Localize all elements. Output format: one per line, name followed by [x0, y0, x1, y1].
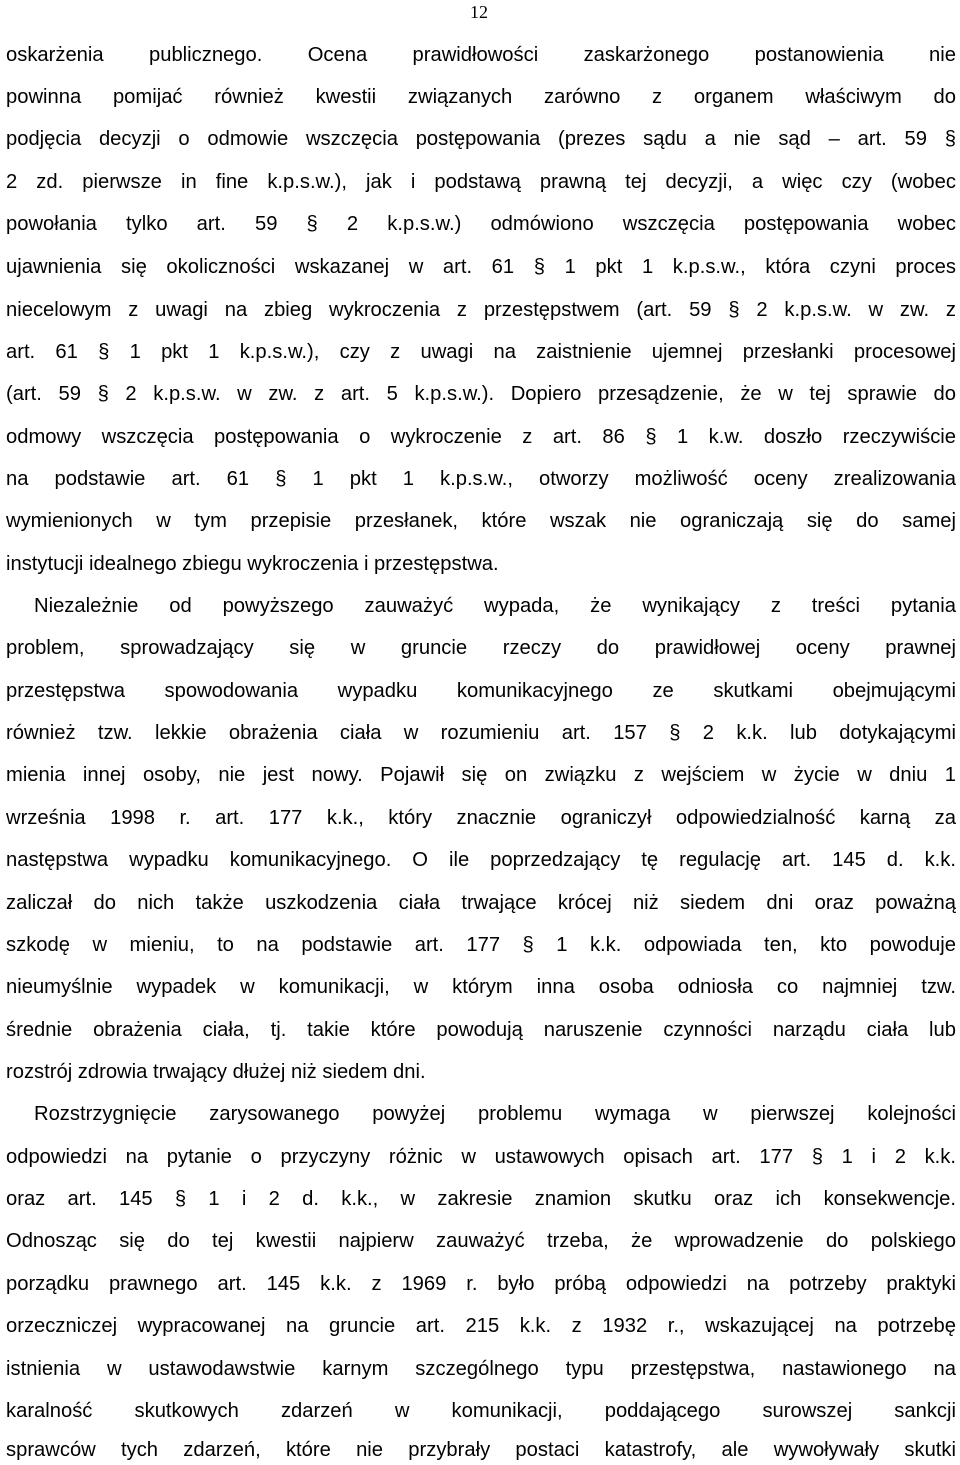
text-line: karalność skutkowych zdarzeń w komunikacji, poddającego surowszej sankcji: [6, 1400, 956, 1422]
text-line: szkodę w mieniu, to na podstawie art. 177 § 1 k.k. odpowiada ten, kto powoduje: [6, 934, 956, 956]
text-line: 2 zd. pierwsze in fine k.p.s.w.), jak i podstawą prawną tej decyzji, a więc czy (wobec: [6, 171, 956, 193]
text-line: odpowiedzi na pytanie o przyczyny różnic w ustawowych opisach art. 177 § 1 i 2 k.k.: [6, 1146, 956, 1168]
text-line: orzeczniczej wypracowanej na gruncie art. 215 k.k. z 1932 r., wskazującej na potrzebę: [6, 1315, 956, 1337]
text-line: przestępstwa spowodowania wypadku komunikacyjnego ze skutkami obejmującymi: [6, 680, 956, 702]
text-line: rozstrój zdrowia trwający dłużej niż siedem dni.: [6, 1061, 426, 1083]
text-line: Rozstrzygnięcie zarysowanego powyżej problemu wymaga w pierwszej kolejności: [34, 1103, 956, 1125]
text-line: Odnosząc się do tej kwestii najpierw zauważyć trzeba, że wprowadzenie do polskiego: [6, 1230, 956, 1252]
text-line: porządku prawnego art. 145 k.k. z 1969 r. było próbą odpowiedzi na potrzeby praktyki: [6, 1273, 956, 1295]
text-line: problem, sprowadzający się w gruncie rzeczy do prawidłowej oceny prawnej: [6, 637, 956, 659]
text-line: nieumyślnie wypadek w komunikacji, w którym inna osoba odniosła co najmniej tzw.: [6, 976, 956, 998]
text-line: art. 61 § 1 pkt 1 k.p.s.w.), czy z uwagi na zaistnienie ujemnej przesłanki procesowej: [6, 341, 956, 363]
text-line: powołania tylko art. 59 § 2 k.p.s.w.) odmówiono wszczęcia postępowania wobec: [6, 213, 956, 235]
text-line: na podstawie art. 61 § 1 pkt 1 k.p.s.w., otworzy możliwość oceny zrealizowania: [6, 468, 956, 490]
text-line: średnie obrażenia ciała, tj. takie które powodują naruszenie czynności narządu ciała lub: [6, 1019, 956, 1041]
text-line: wymienionych w tym przepisie przesłanek, które wszak nie ograniczają się do samej: [6, 510, 956, 532]
text-line: instytucji idealnego zbiegu wykroczenia i przestępstwa.: [6, 553, 499, 575]
text-line: (art. 59 § 2 k.p.s.w. w zw. z art. 5 k.p.s.w.). Dopiero przesądzenie, że w tej sprawie do: [6, 383, 956, 405]
text-line: istnienia w ustawodawstwie karnym szczególnego typu przestępstwa, nastawionego na: [6, 1358, 956, 1380]
text-line: mienia innej osoby, nie jest nowy. Pojawił się on związku z wejściem w życie w dniu 1: [6, 764, 956, 786]
text-line: Niezależnie od powyższego zauważyć wypada, że wynikający z treści pytania: [34, 595, 956, 617]
text-line: oraz art. 145 § 1 i 2 d. k.k., w zakresie znamion skutku oraz ich konsekwencje.: [6, 1188, 956, 1210]
text-line: następstwa wypadku komunikacyjnego. O ile poprzedzający tę regulację art. 145 d. k.k.: [6, 849, 956, 871]
text-line: powinna pomijać również kwestii związanych zarówno z organem właściwym do: [6, 86, 956, 108]
text-line: niecelowym z uwagi na zbieg wykroczenia z przestępstwem (art. 59 § 2 k.p.s.w. w zw. z: [6, 299, 956, 321]
text-line: sprawców tych zdarzeń, które nie przybrały postaci katastrofy, ale wywoływały skutki: [6, 1439, 956, 1461]
text-line: również tzw. lekkie obrażenia ciała w rozumieniu art. 157 § 2 k.k. lub dotykającymi: [6, 722, 956, 744]
text-line: ujawnienia się okoliczności wskazanej w art. 61 § 1 pkt 1 k.p.s.w., która czyni proces: [6, 256, 956, 278]
text-line: podjęcia decyzji o odmowie wszczęcia postępowania (prezes sądu a nie sąd – art. 59 §: [6, 128, 956, 150]
text-line: odmowy wszczęcia postępowania o wykroczenie z art. 86 § 1 k.w. doszło rzeczywiście: [6, 426, 956, 448]
text-line: zaliczał do nich także uszkodzenia ciała trwające krócej niż siedem dni oraz poważną: [6, 892, 956, 914]
page-number: 12: [470, 2, 488, 22]
text-line: oskarżenia publicznego. Ocena prawidłowości zaskarżonego postanowienia nie: [6, 44, 956, 66]
text-line: września 1998 r. art. 177 k.k., który znacznie ograniczył odpowiedzialność karną za: [6, 807, 956, 829]
